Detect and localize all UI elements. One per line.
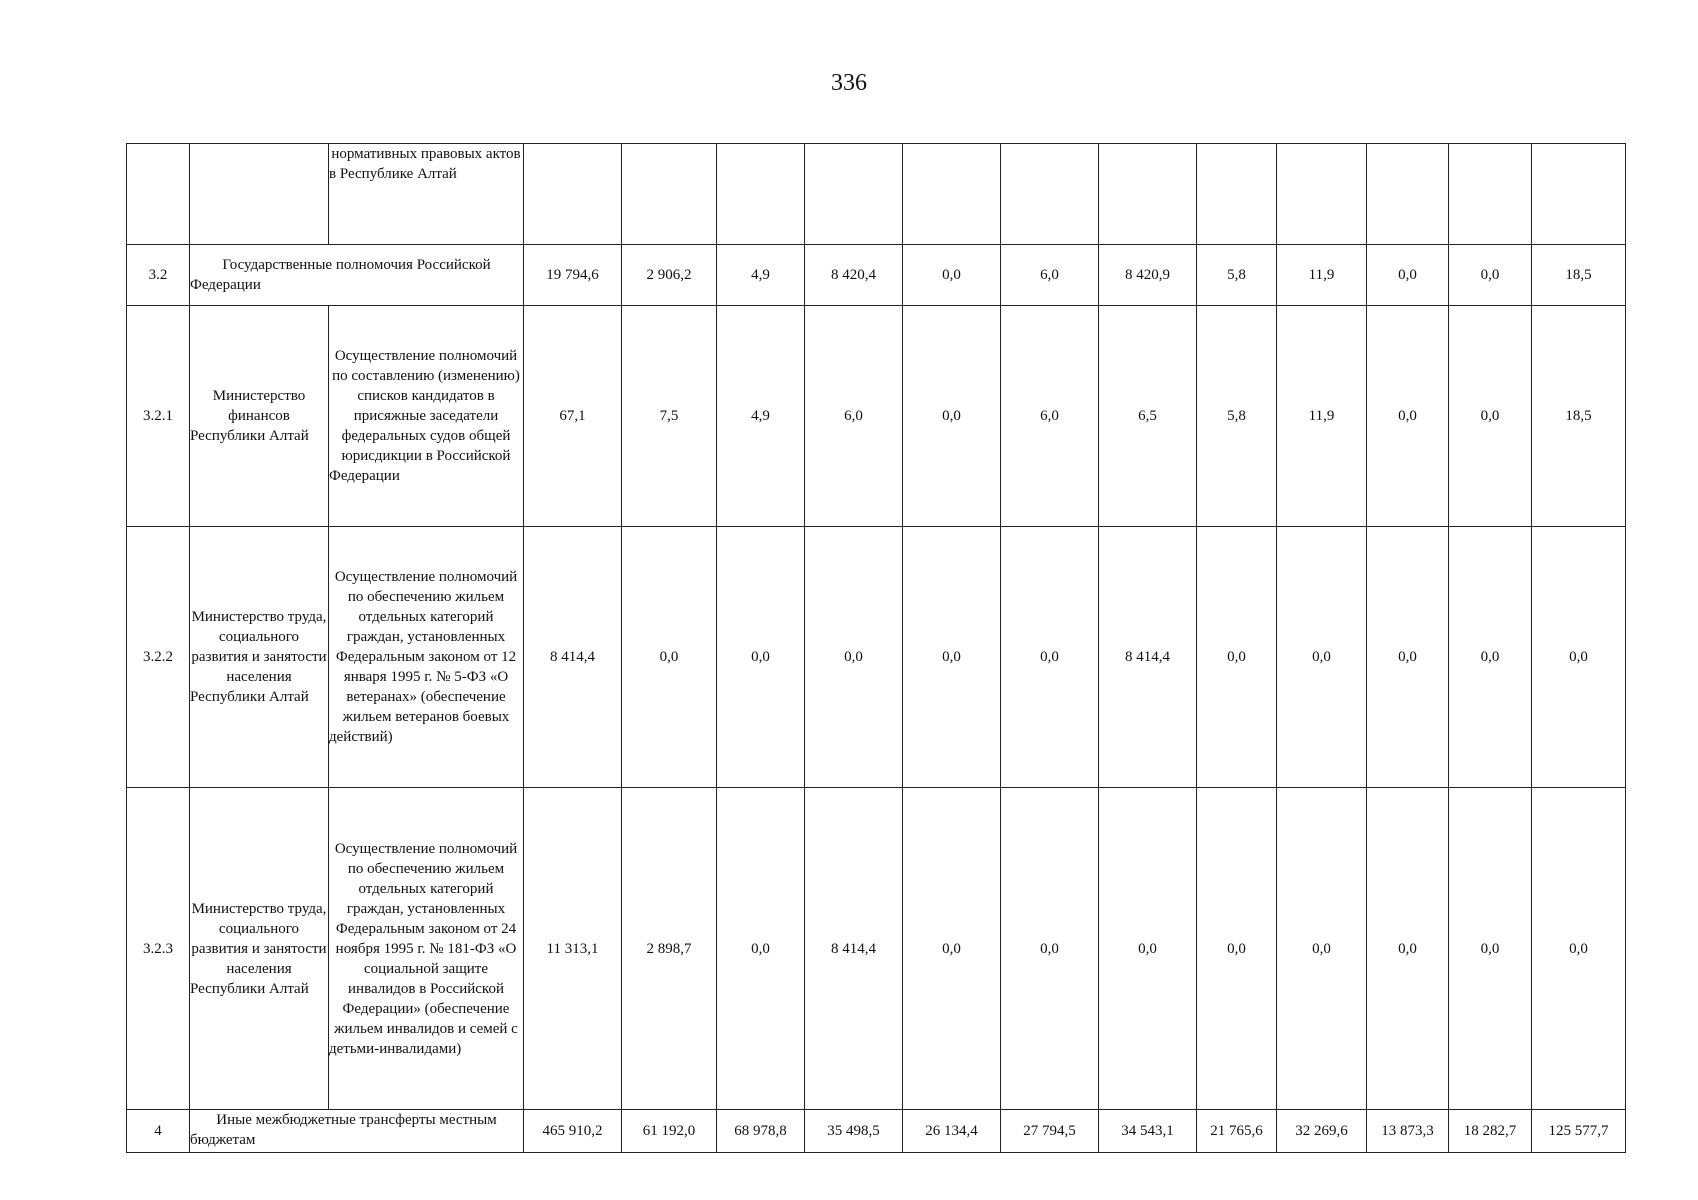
value-cell: 0,0	[1197, 788, 1277, 1110]
value-cell: 0,0	[1099, 788, 1197, 1110]
value-cell: 0,0	[1449, 245, 1532, 306]
value-cell	[1099, 144, 1197, 245]
value-cell: 0,0	[717, 527, 805, 788]
row-number-cell: 3.2.2	[127, 527, 190, 788]
table-row	[127, 1110, 1626, 1153]
value-cell: 0,0	[903, 306, 1001, 527]
value-cell: 0,0	[1449, 306, 1532, 527]
value-cell: 18,5	[1532, 245, 1626, 306]
value-cell: 0,0	[1001, 527, 1099, 788]
value-cell: 8 414,4	[805, 788, 903, 1110]
description-cell: Осуществление полномочий по обеспечению жильем отдельных категорий граждан, установленных Федеральным законом от 12 января 1995 г. № 5-ФЗ «О ветеранах» (обеспечение жильем ветеранов боевых действий)	[329, 527, 524, 788]
budget-table	[126, 143, 1626, 1153]
description-cell: Осуществление полномочий по обеспечению жильем отдельных категорий граждан, установленных Федеральным законом от 24 ноября 1995 г. № 181-ФЗ «О социальной защите инвалидов в Российской Федерации» (обеспечение жильем инвалидов и семей с детьми-инвалидами)	[329, 788, 524, 1110]
value-cell	[717, 144, 805, 245]
value-cell: 11,9	[1277, 306, 1367, 527]
value-cell	[524, 144, 622, 245]
value-cell: 0,0	[1367, 306, 1449, 527]
value-cell	[622, 144, 717, 245]
value-cell: 0,0	[1532, 527, 1626, 788]
value-cell: 68 978,8	[717, 1110, 805, 1153]
value-cell: 0,0	[1277, 527, 1367, 788]
value-cell: 27 794,5	[1001, 1110, 1099, 1153]
value-cell: 0,0	[903, 788, 1001, 1110]
row-number-cell: 4	[127, 1110, 190, 1153]
value-cell	[1449, 144, 1532, 245]
value-cell: 0,0	[717, 788, 805, 1110]
value-cell: 6,0	[805, 306, 903, 527]
table-body	[127, 144, 1626, 1153]
value-cell: 0,0	[1532, 788, 1626, 1110]
value-cell: 26 134,4	[903, 1110, 1001, 1153]
value-cell: 2 906,2	[622, 245, 717, 306]
agency-cell: Министерство труда, социального развития и занятости населения Республики Алтай	[190, 527, 329, 788]
value-cell: 0,0	[1449, 527, 1532, 788]
value-cell: 0,0	[622, 527, 717, 788]
value-cell: 5,8	[1197, 245, 1277, 306]
value-cell: 0,0	[1367, 527, 1449, 788]
value-cell: 0,0	[1197, 527, 1277, 788]
value-cell: 0,0	[1277, 788, 1367, 1110]
value-cell: 21 765,6	[1197, 1110, 1277, 1153]
value-cell: 8 420,9	[1099, 245, 1197, 306]
value-cell: 465 910,2	[524, 1110, 622, 1153]
value-cell: 4,9	[717, 306, 805, 527]
table-row	[127, 144, 1626, 245]
value-cell: 18 282,7	[1449, 1110, 1532, 1153]
value-cell: 35 498,5	[805, 1110, 903, 1153]
value-cell: 11 313,1	[524, 788, 622, 1110]
value-cell	[1367, 144, 1449, 245]
value-cell: 67,1	[524, 306, 622, 527]
value-cell: 18,5	[1532, 306, 1626, 527]
value-cell: 0,0	[903, 245, 1001, 306]
row-number-cell	[127, 144, 190, 245]
value-cell: 8 420,4	[805, 245, 903, 306]
description-cell: Осуществление полномочий по составлению (изменению) списков кандидатов в присяжные заседатели федеральных судов общей юрисдикции в Российской Федерации	[329, 306, 524, 527]
value-cell: 32 269,6	[1277, 1110, 1367, 1153]
table-row	[127, 788, 1626, 1110]
table-row	[127, 245, 1626, 306]
value-cell: 0,0	[1367, 245, 1449, 306]
page-number: 336	[831, 70, 867, 96]
value-cell: 125 577,7	[1532, 1110, 1626, 1153]
value-cell: 6,0	[1001, 306, 1099, 527]
value-cell: 34 543,1	[1099, 1110, 1197, 1153]
description-cell: нормативных правовых актов в Республике Алтай	[329, 144, 524, 245]
value-cell: 7,5	[622, 306, 717, 527]
agency-cell	[190, 144, 329, 245]
value-cell	[903, 144, 1001, 245]
value-cell: 0,0	[903, 527, 1001, 788]
table-row	[127, 527, 1626, 788]
value-cell: 11,9	[1277, 245, 1367, 306]
value-cell	[805, 144, 903, 245]
value-cell: 0,0	[1449, 788, 1532, 1110]
value-cell: 2 898,7	[622, 788, 717, 1110]
value-cell: 0,0	[1367, 788, 1449, 1110]
row-number-cell: 3.2.3	[127, 788, 190, 1110]
value-cell: 0,0	[1001, 788, 1099, 1110]
row-number-cell: 3.2	[127, 245, 190, 306]
value-cell: 19 794,6	[524, 245, 622, 306]
value-cell: 13 873,3	[1367, 1110, 1449, 1153]
value-cell: 8 414,4	[524, 527, 622, 788]
value-cell: 6,0	[1001, 245, 1099, 306]
value-cell: 6,5	[1099, 306, 1197, 527]
value-cell: 4,9	[717, 245, 805, 306]
value-cell	[1001, 144, 1099, 245]
value-cell: 8 414,4	[1099, 527, 1197, 788]
value-cell	[1532, 144, 1626, 245]
value-cell	[1197, 144, 1277, 245]
table-row	[127, 306, 1626, 527]
value-cell: 5,8	[1197, 306, 1277, 527]
value-cell	[1277, 144, 1367, 245]
agency-cell: Министерство финансов Республики Алтай	[190, 306, 329, 527]
agency-cell: Министерство труда, социального развития и занятости населения Республики Алтай	[190, 788, 329, 1110]
section-description-cell: Иные межбюджетные трансферты местным бюджетам	[190, 1110, 524, 1153]
value-cell: 61 192,0	[622, 1110, 717, 1153]
value-cell: 0,0	[805, 527, 903, 788]
section-description-cell: Государственные полномочия Российской Федерации	[190, 245, 524, 306]
row-number-cell: 3.2.1	[127, 306, 190, 527]
